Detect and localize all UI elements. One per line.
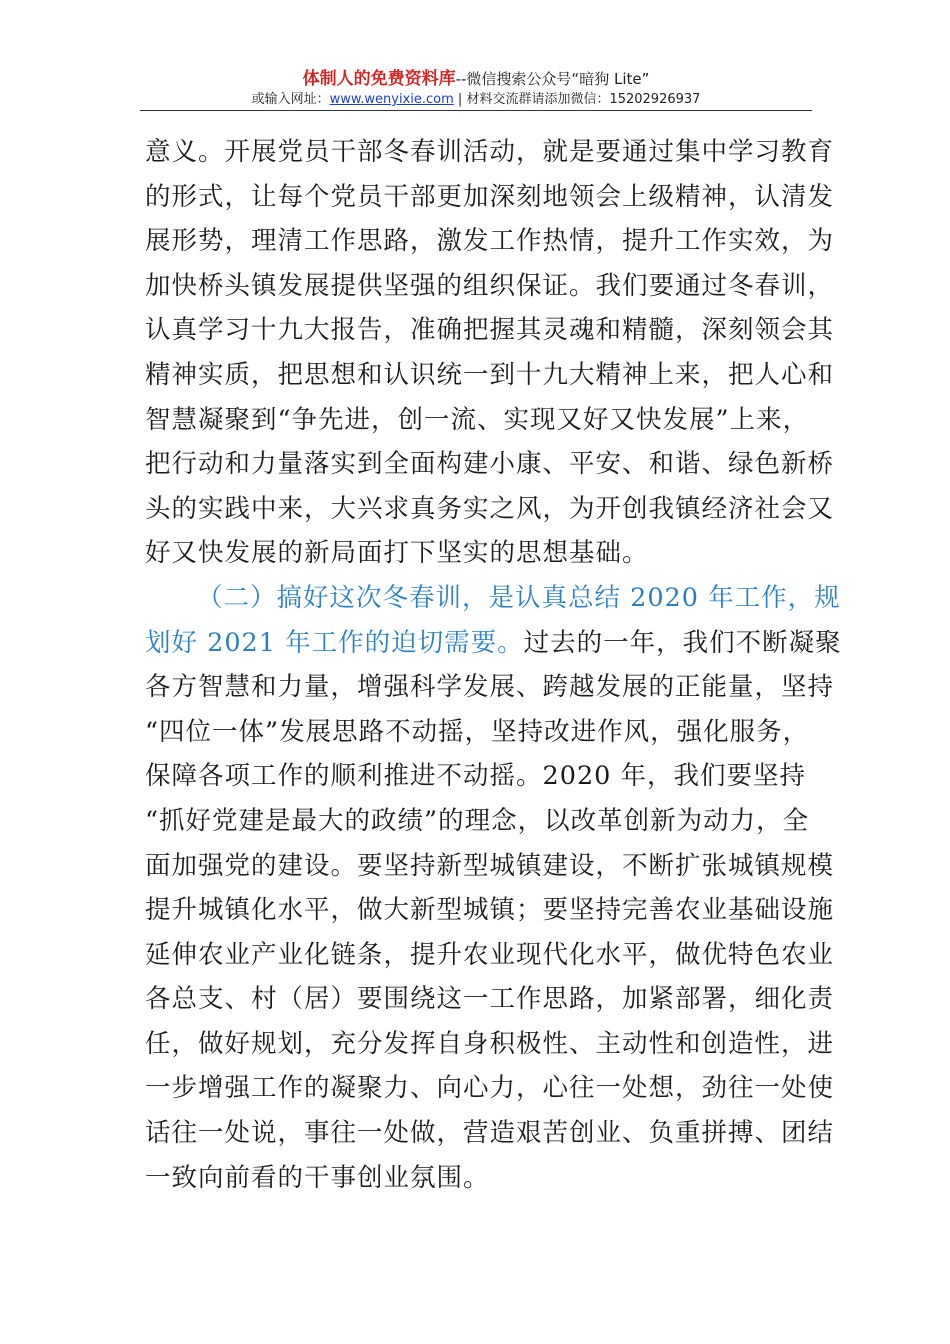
body-line: 意义。开展党员干部冬春训活动，就是要通过集中学习教育: [145, 137, 835, 167]
body-line: “四位一体”发展思路不动摇，坚持改进作风，强化服务，: [145, 716, 810, 747]
body-line: 认真学习十九大报告，准确把握其灵魂和精髓，深刻领会其: [145, 315, 835, 346]
body-line: 任，做好规划，充分发挥自身积极性、主动性和创造性，进: [145, 1028, 835, 1059]
website-link[interactable]: www.wenyixie.com: [329, 92, 454, 107]
section-2-text: 过去的一年，我们不断凝聚: [523, 627, 842, 658]
body-line: 展形势，理清工作思路，激发工作热情，提升工作实效，为: [145, 226, 835, 257]
brand-title: 体制人的免费资料库: [302, 69, 456, 89]
body-line: 的形式，让每个党员干部更加深刻地领会上级精神，认清发: [145, 181, 835, 212]
section-2-heading-part-2: 划好 2021 年工作的迫切需要。: [145, 627, 524, 658]
body-line: 保障各项工作的顺利推进不动摇。2020 年，我们要坚持: [145, 761, 807, 792]
body-line: 头的实践中来，大兴求真务实之风，为开创我镇经济社会又: [145, 493, 835, 524]
body-line: 面加强党的建设。要坚持新型城镇建设，不断扩张城镇规模: [145, 850, 835, 881]
header-line-1: [140, 68, 812, 90]
body-line: “抓好党建是最大的政绩”的理念，以改革创新为动力，全: [145, 805, 810, 836]
body-line: 好又快发展的新局面打下坚实的思想基础。: [145, 538, 649, 569]
body-line: 延伸农业产业化链条，提升农业现代化水平，做优特色农业: [145, 939, 835, 970]
body-line: 精神实质，把思想和认识统一到十九大精神上来，把人心和: [145, 359, 835, 390]
body-line: 一致向前看的干事创业氛围。: [145, 1162, 490, 1193]
header-tagline: --微信搜索公众号“暗狗 Lite”: [455, 70, 650, 88]
header-line-2: [140, 90, 812, 110]
body-line: 各总支、村（居）要围绕这一工作思路，加紧部署，细化责: [145, 984, 835, 1015]
page-header: [140, 68, 812, 110]
body-line: 提升城镇化水平，做大新型城镇；要坚持完善农业基础设施: [145, 895, 835, 926]
body-line: 一步增强工作的凝聚力、向心力，心往一处想，劲往一处使: [145, 1073, 835, 1104]
url-prefix: 或输入网址：: [251, 92, 330, 107]
body-line: 各方智慧和力量，增强科学发展、跨越发展的正能量，坚持: [145, 672, 835, 703]
section-2-heading-part-1: （二）搞好这次冬春训，是认真总结 2020 年工作，规: [197, 582, 841, 613]
document-body: [145, 130, 842, 1200]
body-line: 加快桥头镇发展提供坚强的组织保证。我们要通过冬春训，: [145, 270, 835, 301]
header-divider: [140, 110, 812, 111]
body-line: 话往一处说，事往一处做，营造艰苦创业、负重拼搏、团结: [145, 1118, 835, 1149]
contact-info: | 材料交流群请添加微信：15202926937: [453, 92, 701, 107]
section-heading-line: [145, 576, 841, 621]
section-heading-line: [145, 621, 842, 666]
body-line: 智慧凝聚到“争先进，创一流、实现又好又快发展”上来，: [145, 404, 810, 435]
body-line: 把行动和力量落实到全面构建小康、平安、和谐、绿色新桥: [145, 449, 835, 480]
